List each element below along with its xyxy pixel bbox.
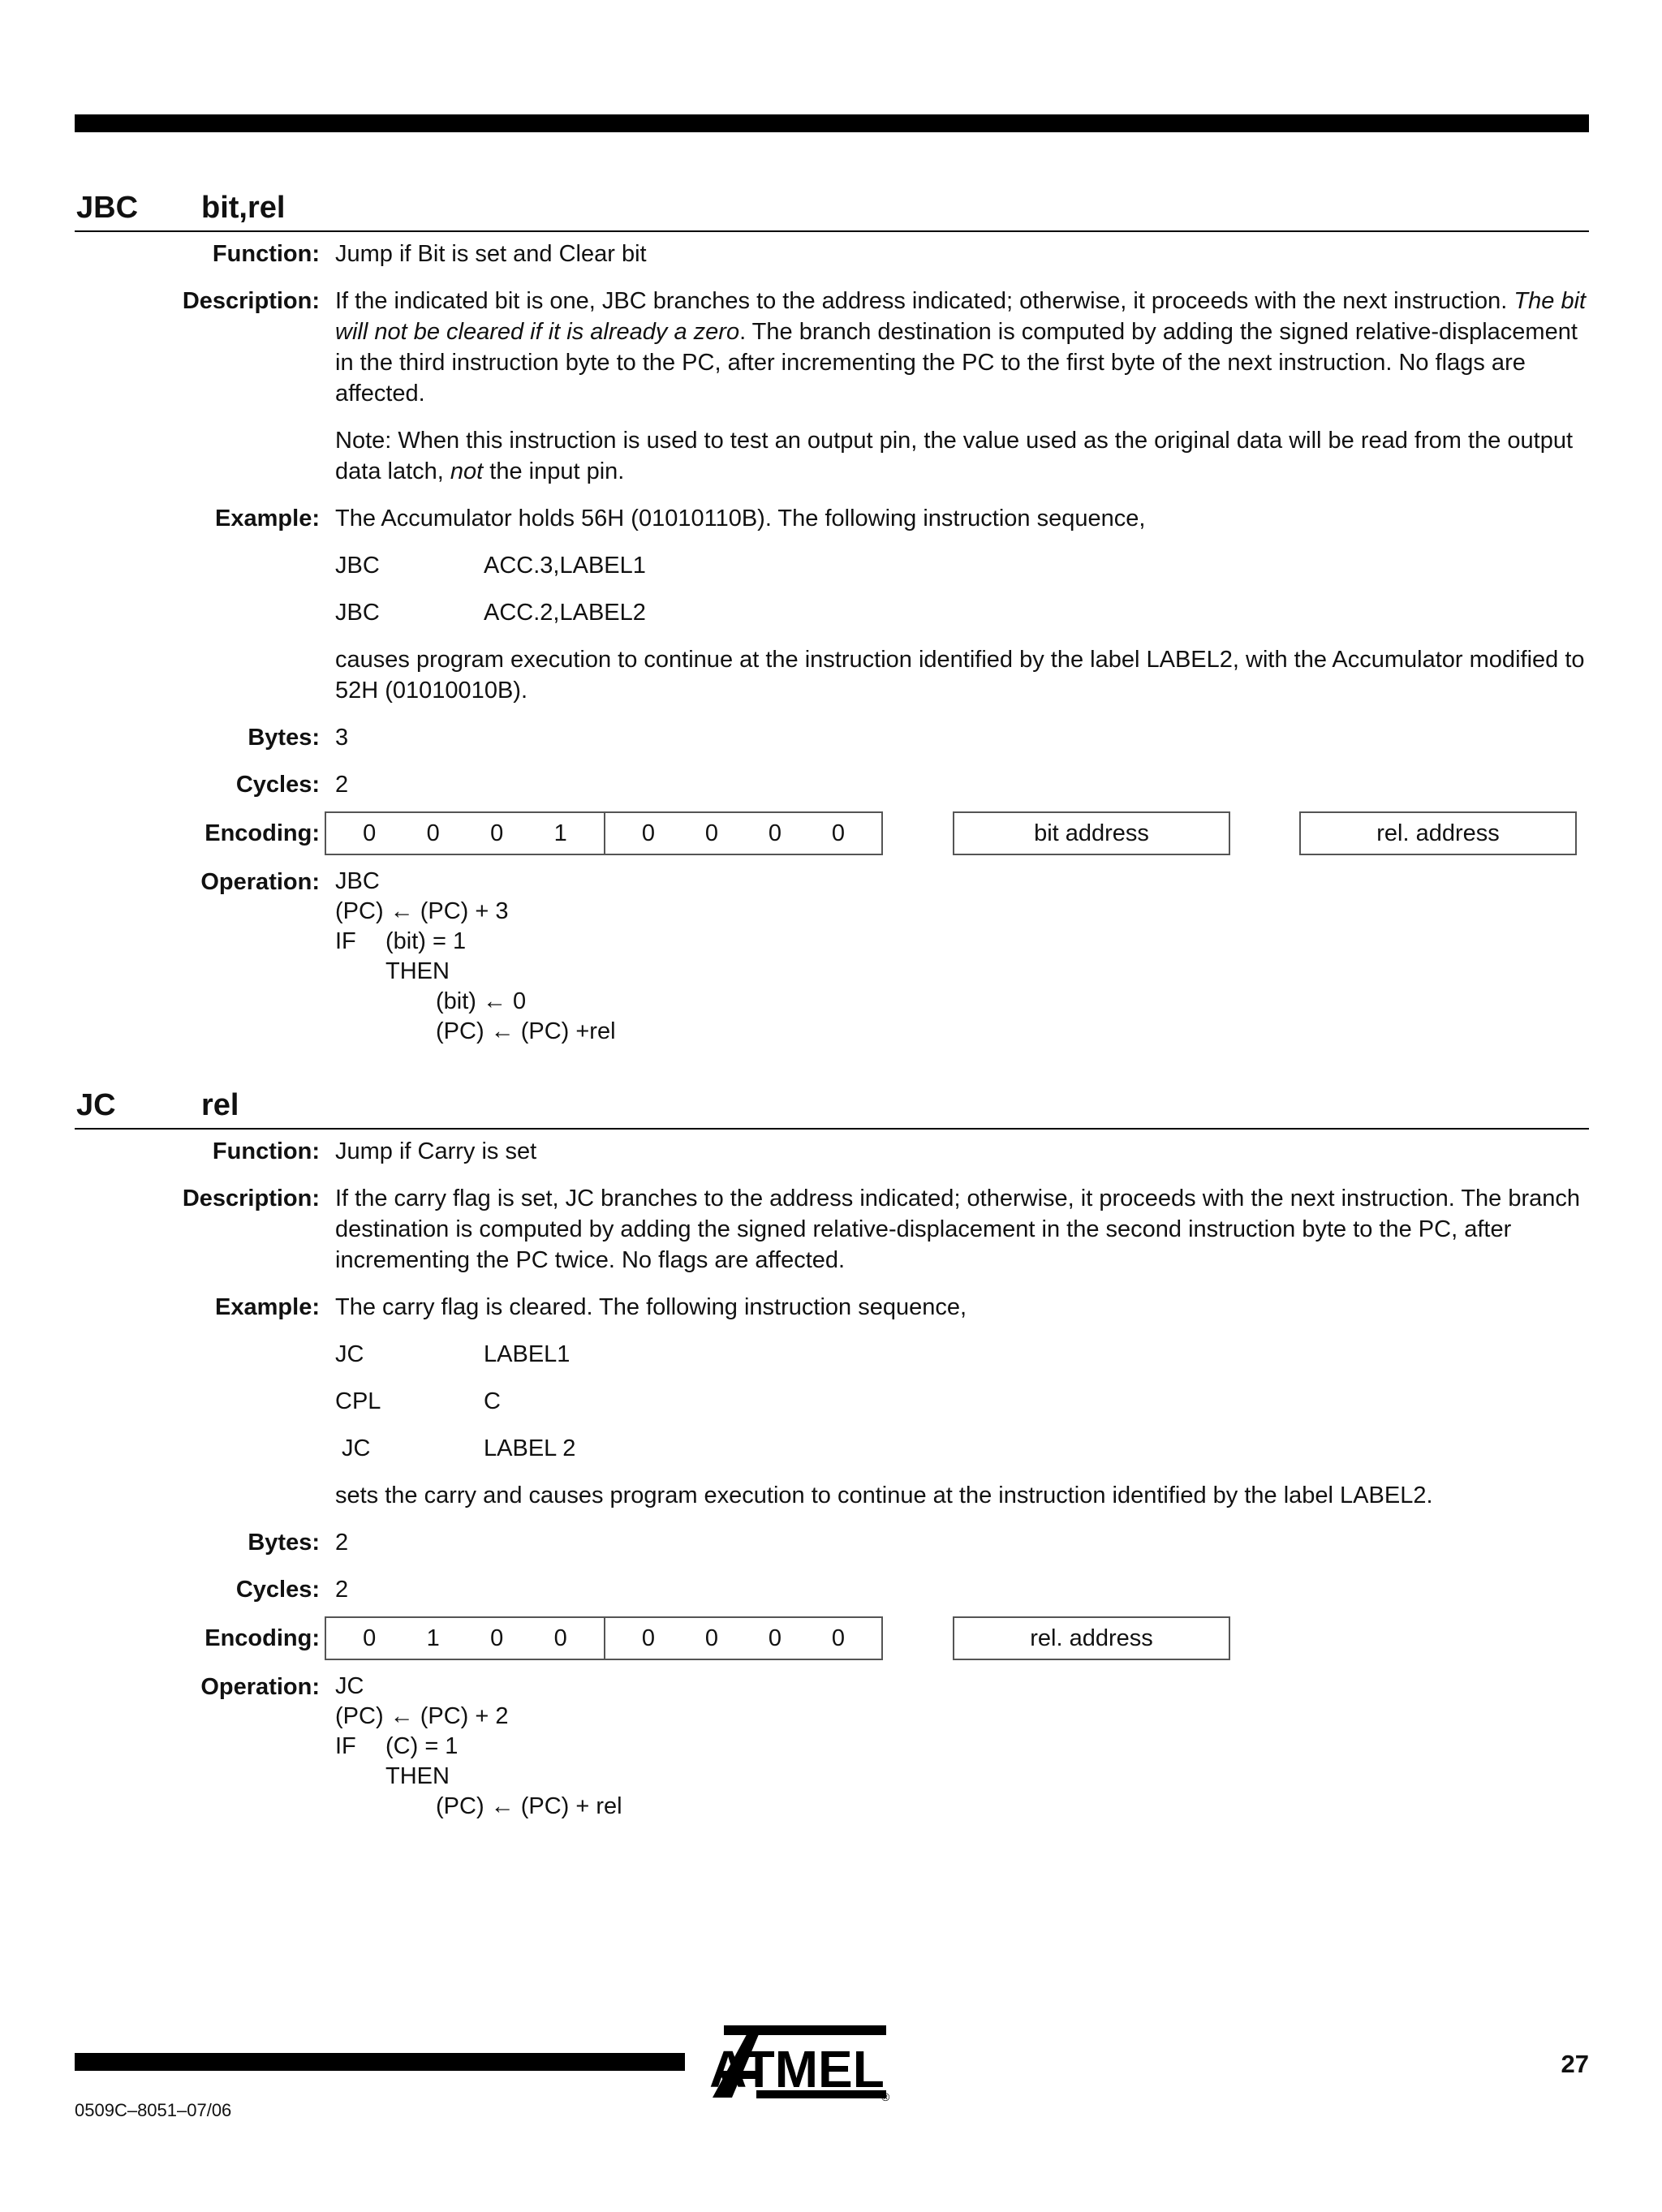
- operation-label: Operation:: [200, 869, 320, 895]
- example-intro: The carry flag is cleared. The following instruction sequence,: [335, 1294, 967, 1320]
- encoding-boxes: [325, 1615, 1578, 1662]
- description-paragraph: If the indicated bit is one, JBC branches to the address indicated; otherwise, it proceeds with the next instruction. The bit will not be cleared if it is already a zero. The branch destination is computed by adding the signed relative-displacement in the third instruction byte to the PC, after incrementing the PC to the first byte of the next instruction. No flags are affected.: [335, 288, 1587, 407]
- opcode-byte: [325, 811, 883, 855]
- example-label: Example:: [215, 506, 320, 531]
- bytes-value: 2: [335, 1530, 349, 1556]
- code-line: JBC ACC.3,LABEL1: [335, 553, 646, 579]
- description-row: [75, 1183, 1589, 1276]
- function-row: [75, 239, 1589, 269]
- instruction-operands: bit,rel: [201, 191, 286, 225]
- opcode-byte: [325, 1616, 883, 1660]
- operation-row: [75, 867, 1589, 1047]
- page-number: 27: [1561, 2050, 1589, 2078]
- code-block: [335, 550, 1589, 628]
- code-block: [335, 1339, 1589, 1464]
- example-row: [75, 503, 1589, 706]
- bytes-label: Bytes:: [248, 1530, 320, 1556]
- description-text: If the carry flag is set, JC branches to the address indicated; otherwise, it proceeds with the next instruction. The branch destination is computed by adding the signed relative-displacement in the second instruction byte to the PC, after incrementing the PC twice. No flags are affected.: [335, 1186, 1581, 1273]
- code-line: JC LABEL 2: [335, 1435, 576, 1461]
- section-heading: [75, 185, 1589, 232]
- footer-rule: [75, 2053, 685, 2071]
- example-intro: The Accumulator holds 56H (01010110B). The following instruction sequence,: [335, 506, 1146, 531]
- instruction-mnemonic: JBC: [76, 191, 139, 225]
- instruction-operands: rel: [201, 1088, 239, 1122]
- bytes-row: [75, 1527, 1589, 1558]
- description-row: [75, 286, 1589, 487]
- encoding-boxes: [325, 810, 1578, 857]
- cycles-label: Cycles:: [235, 1577, 320, 1603]
- rel-address-box: rel. address: [1299, 811, 1577, 855]
- bytes-label: Bytes:: [248, 725, 320, 751]
- header-rule: [75, 114, 1589, 132]
- section-jbc: [75, 185, 1589, 1047]
- cycles-value: 2: [335, 1577, 349, 1603]
- opcode-low-nibble: 0 0 0 0: [604, 1618, 881, 1659]
- function-label: Function:: [212, 241, 320, 267]
- example-text: [335, 503, 1589, 706]
- code-line: JBC ACC.2,LABEL2: [335, 600, 646, 626]
- description-text: [335, 286, 1589, 487]
- bit-address-box: bit address: [953, 811, 1230, 855]
- description-note: Note: When this instruction is used to test an output pin, the value used as the original data will be read from the output data latch, not the input pin.: [335, 428, 1574, 484]
- description-label: Description:: [182, 1186, 320, 1211]
- rel-address-box: rel. address: [953, 1616, 1230, 1660]
- description-label: Description:: [182, 288, 320, 314]
- operation-row: [75, 1672, 1589, 1822]
- atmel-logo-icon: [708, 2020, 888, 2102]
- operation-text: JBC (PC) ← (PC) + 3 IF (bit) = 1 THEN (bit) ← 0 (PC) ← (PC) +rel: [335, 868, 616, 1044]
- instruction-mnemonic: JC: [76, 1088, 116, 1122]
- section-jc: [75, 1082, 1589, 1822]
- code-line: JC LABEL1: [335, 1341, 571, 1367]
- registered-mark: ®: [881, 2090, 890, 2103]
- cycles-row: [75, 769, 1589, 800]
- example-row: [75, 1292, 1589, 1511]
- cycles-label: Cycles:: [235, 772, 320, 798]
- code-line: CPL C: [335, 1388, 501, 1414]
- bytes-row: [75, 722, 1589, 753]
- bytes-value: 3: [335, 725, 349, 751]
- encoding-row: [75, 810, 1589, 857]
- example-result: causes program execution to continue at the instruction identified by the label LABEL2, with the Accumulator modified to 52H (01010010B).: [335, 647, 1585, 704]
- encoding-row: [75, 1615, 1589, 1662]
- operation-text: JC (PC) ← (PC) + 2 IF (C) = 1 THEN (PC) ← (PC) + rel: [335, 1673, 622, 1819]
- example-label: Example:: [215, 1294, 320, 1320]
- opcode-high-nibble: 0 0 0 1: [363, 820, 567, 846]
- example-text: [335, 1292, 1589, 1511]
- encoding-label: Encoding:: [205, 1625, 320, 1651]
- function-label: Function:: [212, 1138, 320, 1164]
- example-result: sets the carry and causes program execution to continue at the instruction identified by the label LABEL2.: [335, 1483, 1433, 1508]
- function-text: Jump if Bit is set and Clear bit: [335, 241, 647, 267]
- opcode-low-nibble: 0 0 0 0: [604, 813, 881, 854]
- section-heading: [75, 1082, 1589, 1130]
- function-text: Jump if Carry is set: [335, 1138, 537, 1164]
- encoding-label: Encoding:: [205, 820, 320, 846]
- cycles-row: [75, 1574, 1589, 1605]
- opcode-high-nibble: 0 1 0 0: [363, 1625, 567, 1651]
- function-row: [75, 1136, 1589, 1167]
- operation-label: Operation:: [200, 1674, 320, 1700]
- logo-text: ATMEL: [709, 2040, 885, 2098]
- document-number: 0509C–8051–07/06: [75, 2100, 232, 2120]
- cycles-value: 2: [335, 772, 349, 798]
